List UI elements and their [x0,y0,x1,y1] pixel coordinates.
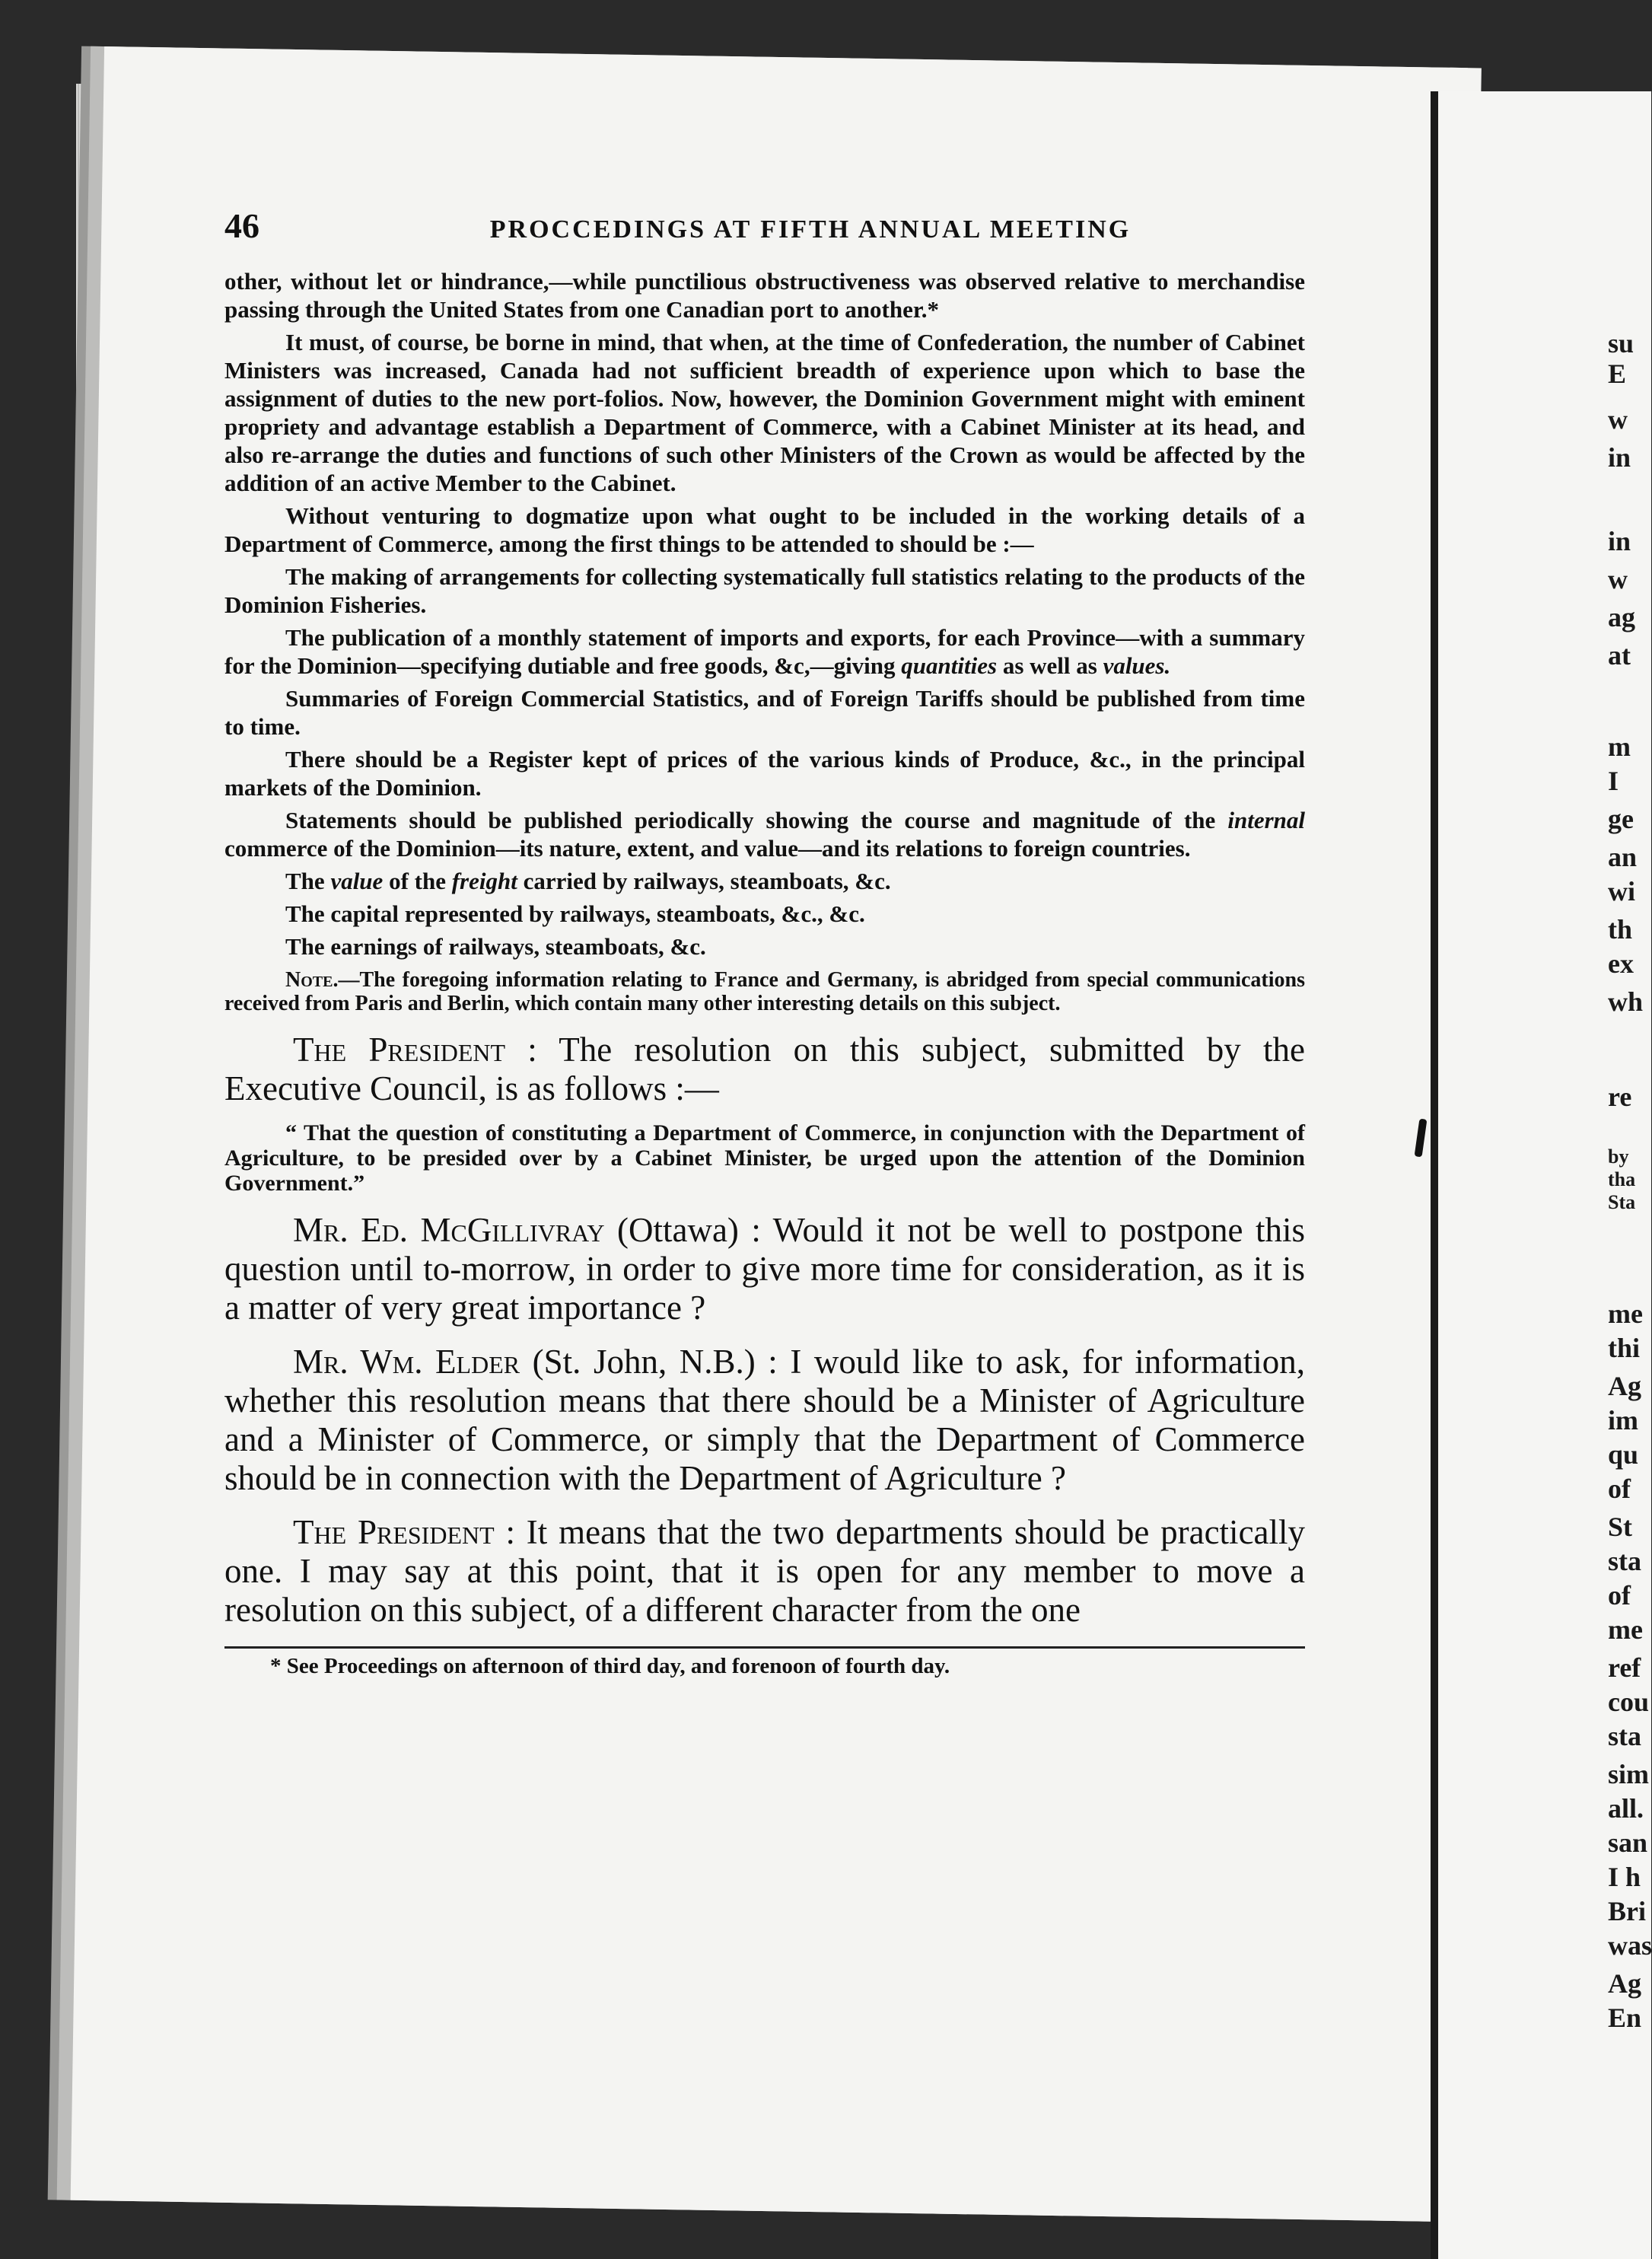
paragraph-statements: Statements should be published periodically showing the course and magnitude of the internal commerce of the Dominion—its nature, extent, and value—and its relations to foreign countries. [224,807,1306,862]
paragraph: The capital represented by railways, steamboats, &c., &c. [285,900,865,927]
right-page-fragment: w [1608,404,1628,435]
right-page-fragment: wi [1608,876,1635,906]
right-page-fragment: san [1608,1827,1648,1858]
right-page-fragment: re [1608,1082,1632,1112]
right-page-fragment: I h [1608,1862,1641,1892]
right-page-fragment: sim [1608,1759,1649,1789]
right-page-fragment: ex [1608,948,1634,979]
footnote: * See Proceedings on afternoon of third day, and forenoon of fourth day. [270,1654,950,1678]
speaker: The President [293,1513,495,1551]
paragraph: The making of arrangements for collecting systematically full statistics relating to the products of the Dominion Fisheries. [224,563,1305,618]
paragraph: other, without let or hindrance,—while punctilious obstructiveness was observed relative to merchandise passing through the United States from one Canadian port to another.* [224,268,1305,323]
right-page-fragment: sta [1608,1546,1641,1576]
right-page-fragment: th [1608,914,1633,945]
right-page-fragment: E [1608,358,1627,389]
page-number: 46 [224,206,259,245]
president-speech-1: The President : The resolution on this subject, submitted by the Executive Council, is as follows :— [224,1031,1305,1107]
elder-speech: Mr. Wm. Elder (St. John, N.B.) : I would like to ask, for information, whether this resolution means that there should be a Minister of Agriculture and a Minister of Commerce, or simply that the Department of Commerce should be in connection with the Department of Agriculture ? [224,1343,1305,1497]
right-page-fragment: sta [1608,1721,1641,1751]
right-page-fragment: an [1608,842,1638,872]
right-page-fragment: all. [1608,1793,1644,1824]
page-content [224,206,1305,1679]
resolution-quote: “ That the question of constituting a Department of Commerce, in conjunction with the Department of Agriculture, to be presided over by a Cabinet Minister, be urged upon the attention of the Dominion Government.” [224,1120,1305,1196]
paragraph-monthly-statement: The publication of a monthly statement of imports and exports, for each Province—with a summary for the Dominion—specifying dutiable and free goods, &c,—giving quantities as well as values. [224,624,1305,679]
right-page-fragment: was [1608,1930,1652,1961]
right-page-fragment: En [1608,2003,1642,2033]
right-page-fragment: w [1608,564,1628,594]
small-text-block [224,267,1305,961]
right-page-fragment: wh [1608,986,1644,1017]
note-label: Note. [285,968,339,992]
right-page-fragment: me [1608,1298,1643,1329]
right-page-fragment: su [1608,328,1634,358]
paragraph: It must, of course, be borne in mind, that when, at the time of Confederation, the number of Cabinet Ministers was increased, Canada had not sufficient breadth of experience upon which to base the assignment of duties to the new port-folios. Now, however, the Dominion Government might with eminent propriety and advantage establish a Department of Commerce, with a Cabinet Minister at its head, and also re-arrange the duties and functions of such other Ministers of the Crown as would be affected by the addition of an active Member to the Cabinet. [224,329,1305,496]
paragraph: Without venturing to dogmatize upon what ought to be included in the working details of a Department of Commerce, among the first things to be attended to should be :— [224,502,1305,557]
right-page-fragment: Bri [1608,1896,1646,1926]
speaker: The President [293,1031,506,1069]
speaker: Mr. Wm. Elder [293,1343,520,1381]
right-page-fragment: thi [1608,1333,1641,1363]
mcgillivray-speech: Mr. Ed. McGillivray (Ottawa) : Would it not be well to postpone this question until to-morrow, in order to give more time for consideration, as it is a matter of very great importance ? [224,1211,1305,1327]
right-page-fragment: ag [1608,602,1635,632]
right-page-fragment: Ag [1608,1371,1641,1401]
right-page-fragment: me [1608,1614,1643,1645]
speaker: Mr. Ed. McGillivray [293,1211,605,1249]
right-page-fragment: Ag [1608,1968,1641,1999]
paragraph: The earnings of railways, steamboats, &c. [285,933,706,960]
right-page-fragment: ge [1608,804,1634,834]
president-speech-2: The President : It means that the two departments should be practically one. I may say at this point, that it is open for any member to move a resolution on this subject, of a different character from the one [224,1513,1306,1629]
right-page-fragment: of [1608,1580,1631,1611]
right-page-fragment: of [1608,1474,1631,1504]
footnote-rule [224,1646,1305,1649]
paragraph: Summaries of Foreign Commercial Statistics, and of Foreign Tariffs should be published from time to time. [224,685,1305,740]
page-header [224,206,1305,246]
right-page-fragment: im [1608,1405,1638,1435]
right-page-fragment: I [1608,766,1619,796]
right-page-fragment: Sta [1608,1191,1636,1213]
right-page-fragment: by [1608,1145,1629,1168]
note-paragraph: Note.—The foregoing information relating to France and Germany, is abridged from special communications received from Paris and Berlin, which contain many other interesting details on this subject. [224,968,1305,1015]
paragraph-freight: The value of the freight carried by railways, steamboats, &c. [285,868,891,894]
right-page-fragment: in [1608,442,1631,473]
right-page-fragment: in [1608,526,1631,556]
right-page-fragment: St [1608,1512,1633,1542]
paragraph: There should be a Register kept of prices of the various kinds of Produce, &c., in the principal markets of the Dominion. [224,746,1305,801]
right-page-fragment: qu [1608,1439,1639,1470]
right-page-fragment: tha [1608,1168,1636,1190]
right-page-fragment: at [1608,640,1631,671]
running-head: PROCCEDINGS AT FIFTH ANNUAL MEETING [489,215,1132,244]
right-page-fragment: cou [1608,1687,1649,1717]
right-page-fragment: ref [1608,1652,1641,1683]
right-page-fragment: m [1608,731,1631,762]
